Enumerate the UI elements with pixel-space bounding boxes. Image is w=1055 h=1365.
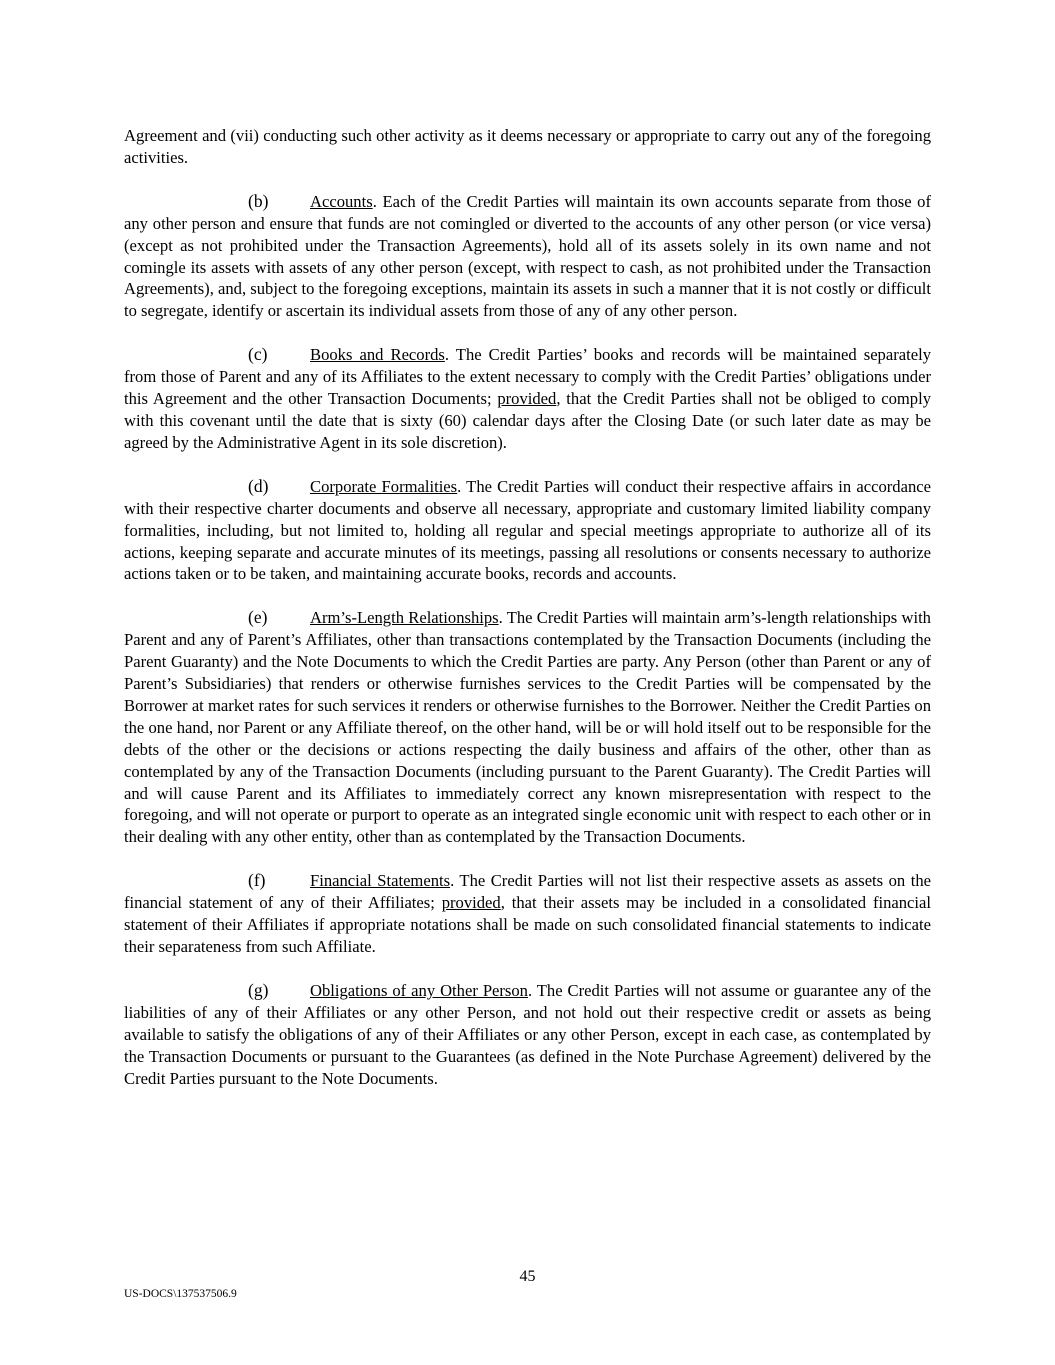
section-b-paragraph — [124, 191, 931, 322]
section-g-paragraph — [124, 980, 931, 1090]
section-f-paragraph — [124, 870, 931, 958]
proviso-term: provided — [441, 893, 501, 913]
section-text: . The Credit Parties’ books and records will be maintained separately from those of Parent and any of its Affiliates to the extent necessary to comply with the Credit Parties’ obligations under this Agreement and the other Transaction Documents; — [124, 345, 931, 409]
page-number: 45 — [519, 1268, 536, 1285]
section-number: (c) — [248, 344, 268, 365]
section-number: (d) — [248, 475, 269, 496]
section-heading: Books and Records — [310, 345, 445, 365]
section-text-continued: , that their assets may be included in a consolidated financial statement of their Affiliates if appropriate notations shall be made on such consolidated financial statements to indicate their separateness from such Affiliate. — [124, 893, 931, 956]
section-heading: Financial Statements — [310, 871, 451, 891]
section-number: (e) — [248, 607, 268, 628]
section-number: (f) — [248, 870, 266, 891]
section-text-continued: , that the Credit Parties shall not be obliged to comply with this covenant until the date that is sixty (60) calendar days after the Closing Date (or such later date as may be agreed by the Administrative Agent in its sole discretion). — [124, 389, 931, 452]
document-id: US-DOCS\137537506.9 — [124, 1288, 237, 1300]
section-c-paragraph — [124, 344, 931, 454]
section-text: . Each of the Credit Parties will maintain its own accounts separate from those of any other person and ensure that funds are not comingled or diverted to the accounts of any other person (or vice versa) (except as not prohibited under the Transaction Agreements), hold all of its assets solely in its own name and not comingle its assets with assets of any other person (except, with respect to cash, as not prohibited under the Transaction Agreements), and, subject to the foregoing exceptions, maintain its assets in such a manner that it is not costly or difficult to segregate, identify or ascertain its individual assets from those of any of any other person. — [124, 191, 931, 321]
intro-paragraph: Agreement and (vii) conducting such other activity as it deems necessary or appropriate to carry out any of the foregoing activities. — [124, 126, 931, 167]
section-text: . The Credit Parties will conduct their respective affairs in accordance with their respective charter documents and observe all necessary, appropriate and customary limited liability company formalities, including, but not limited to, holding all regular and special meetings appropriate to authorize all of its actions, keeping separate and accurate minutes of its meetings, passing all resolutions or consents necessary to authorize actions taken or to be taken, and maintaining accurate books, records and accounts. — [124, 476, 931, 584]
document-body — [124, 125, 931, 1111]
proviso-term: provided — [497, 389, 557, 409]
section-number: (b) — [248, 190, 269, 211]
section-heading: Corporate Formalities — [310, 476, 458, 496]
section-d-paragraph — [124, 476, 931, 586]
section-text: . The Credit Parties will maintain arm’s-length relationships with Parent and any of Parent’s Affiliates, other than transactions contemplated by the Transaction Documents (including the Parent Guaranty) and the Note Documents to which the Credit Parties are party. Any Person (other than Parent or any of Parent’s Subsidiaries) that renders or otherwise furnishes services to the Credit Parties will be compensated by the Borrower at market rates for such services it renders or otherwise furnishes to the Borrower. Neither the Credit Parties on the one hand, nor Parent or any Affiliate thereof, on the other hand, will be or will hold itself out to be responsible for the debts of the other or the decisions or actions respecting the daily business and affairs of the other, other than as contemplated by any of the Transaction Documents (including pursuant to the Parent Guaranty). The Credit Parties will and will cause Parent and its Affiliates to immediately correct any known misrepresentation with respect to the foregoing, and will not operate or purport to operate as an integrated single economic unit with respect to each other or in their dealing with any other entity, other than as contemplated by the Transaction Documents. — [124, 608, 931, 847]
section-text: . The Credit Parties will not list their respective assets as assets on the financial statement of any of their Affiliates; — [124, 871, 931, 913]
section-heading: Accounts — [310, 191, 373, 211]
section-heading: Arm’s-Length Relationships — [310, 608, 499, 628]
section-text: . The Credit Parties will not assume or guarantee any of the liabilities of any of their Affiliates or any other Person, and not hold out their respective credit or assets as being available to satisfy the obligations of any of their Affiliates or any other Person, except in each case, as contemplated by the Transaction Documents or pursuant to the Guarantees (as defined in the Note Purchase Agreement) delivered by the Credit Parties pursuant to the Note Documents. — [124, 980, 931, 1088]
section-e-paragraph — [124, 607, 931, 848]
section-number: (g) — [248, 979, 269, 1000]
section-heading: Obligations of any Other Person — [310, 980, 528, 1000]
